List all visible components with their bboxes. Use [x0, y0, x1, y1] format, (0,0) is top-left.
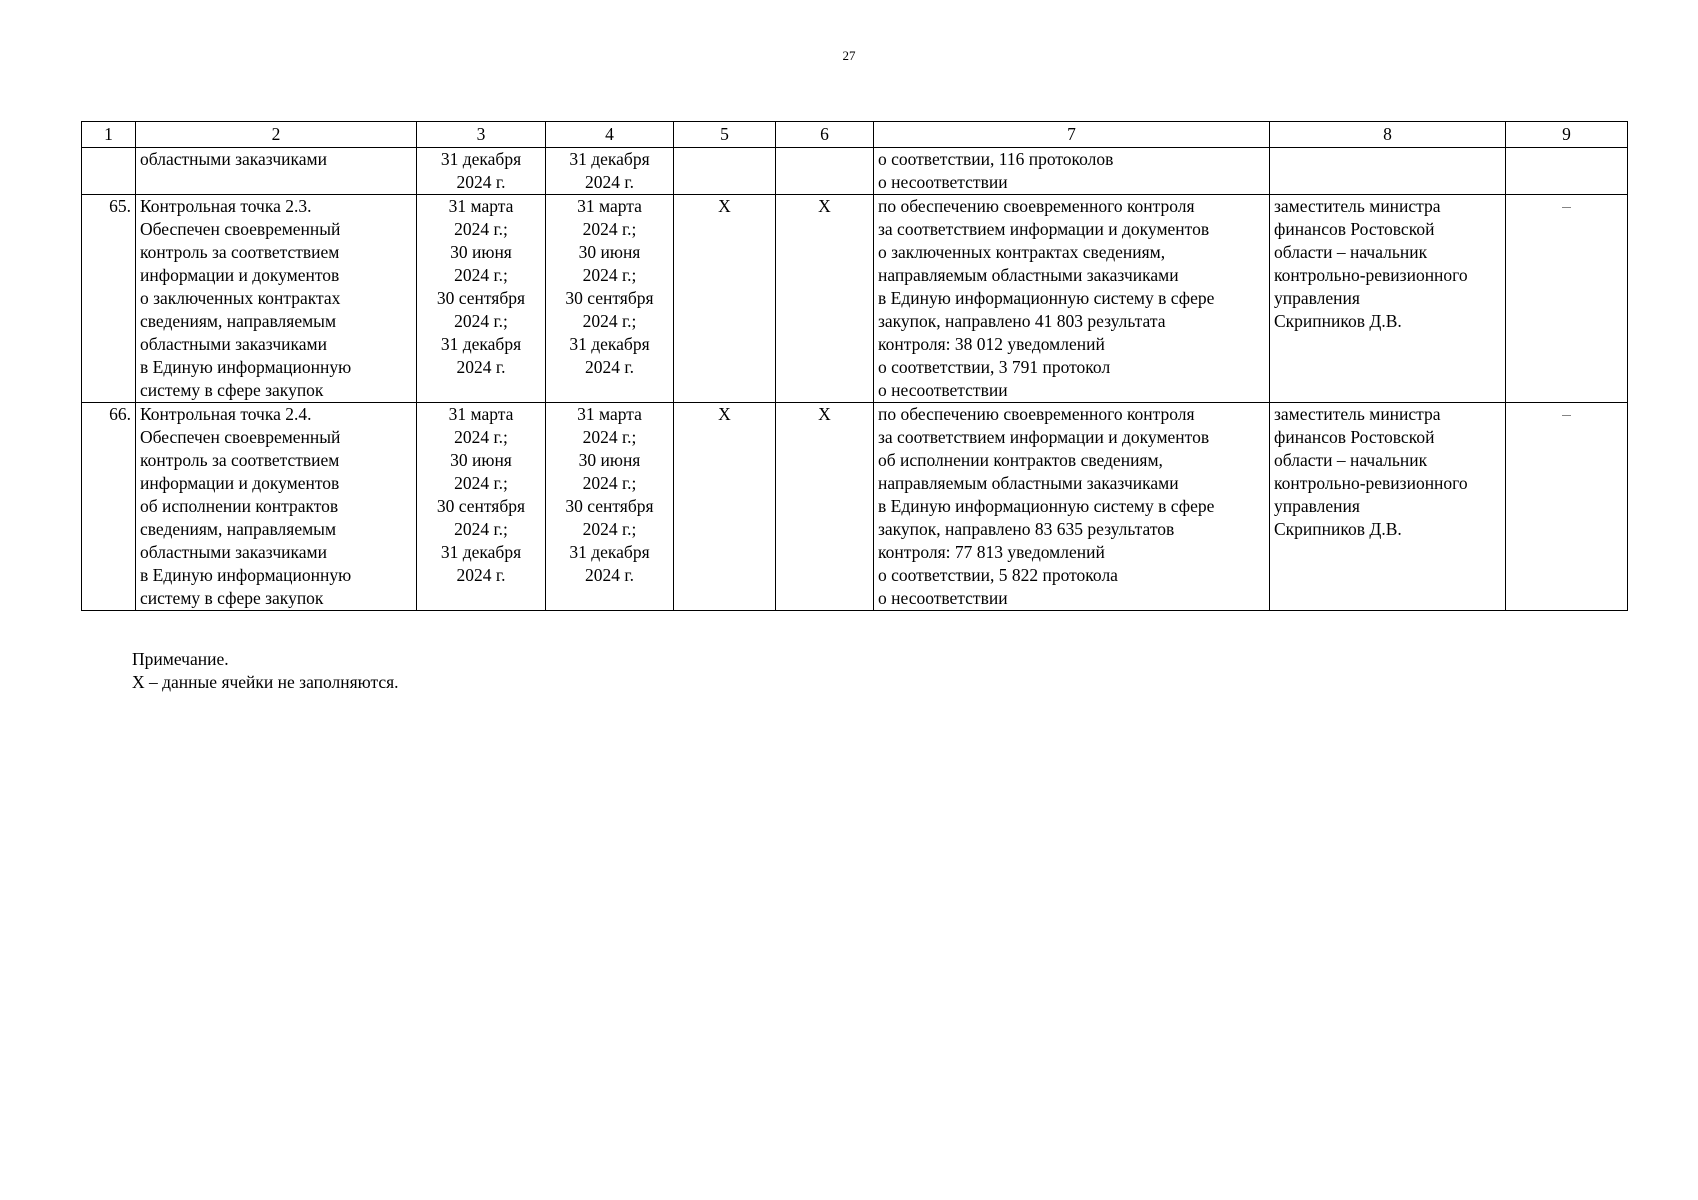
result-text: о соответствии, 116 протоколов о несоответствии — [874, 148, 1270, 195]
cell-col9: – — [1506, 403, 1628, 611]
cell-col6 — [776, 148, 874, 195]
result-text: по обеспечению своевременного контроля за соответствием информации и документов об исполнении контрактов сведениям, направляемым областными заказчиками в Единую информационную систему в сфере закупок, направлено 83 635 результатов контроля: 77 813 уведомлений о соответствии, 5 822 протокола о несоответствии — [874, 403, 1270, 611]
note-text: X – данные ячейки не заполняются. — [132, 672, 399, 692]
event-name: областными заказчиками — [136, 148, 417, 195]
actual-date: 31 марта 2024 г.; 30 июня 2024 г.; 30 сентября 2024 г.; 31 декабря 2024 г. — [546, 403, 674, 611]
cell-col5: X — [674, 195, 776, 403]
planned-date: 31 марта 2024 г.; 30 июня 2024 г.; 30 сентября 2024 г.; 31 декабря 2024 г. — [417, 403, 546, 611]
page-number: 27 — [842, 48, 856, 63]
cell-col9: – — [1506, 195, 1628, 403]
column-header: 5 — [674, 122, 776, 148]
column-header: 7 — [874, 122, 1270, 148]
column-header: 4 — [546, 122, 674, 148]
event-name: Контрольная точка 2.4. Обеспечен своевременный контроль за соответствием информации и документов об исполнении контрактов сведениям, направляемым областными заказчиками в Единую информационную систему в сфере закупок — [136, 403, 417, 611]
table-row — [82, 148, 1628, 195]
planned-date: 31 декабря 2024 г. — [417, 148, 546, 195]
column-header: 6 — [776, 122, 874, 148]
responsible-person: заместитель министра финансов Ростовской области – начальник контрольно-ревизионного управления Скрипников Д.В. — [1270, 195, 1506, 403]
table-header-row — [82, 122, 1628, 148]
row-number: 66. — [82, 403, 136, 611]
column-header: 9 — [1506, 122, 1628, 148]
column-header: 8 — [1270, 122, 1506, 148]
column-header: 1 — [82, 122, 136, 148]
actual-date: 31 декабря 2024 г. — [546, 148, 674, 195]
cell-col6: X — [776, 403, 874, 611]
report-table — [81, 121, 1628, 611]
cell-col5: X — [674, 403, 776, 611]
cell-col5 — [674, 148, 776, 195]
note-block — [132, 648, 399, 694]
event-name: Контрольная точка 2.3. Обеспечен своевременный контроль за соответствием информации и документов о заключенных контрактах сведениям, направляемым областными заказчиками в Единую информационную систему в сфере закупок — [136, 195, 417, 403]
table-row — [82, 195, 1628, 403]
note-title: Примечание. — [132, 649, 229, 669]
responsible-person: заместитель министра финансов Ростовской области – начальник контрольно-ревизионного управления Скрипников Д.В. — [1270, 403, 1506, 611]
table-row — [82, 403, 1628, 611]
column-header: 2 — [136, 122, 417, 148]
row-number: 65. — [82, 195, 136, 403]
row-number — [82, 148, 136, 195]
column-header: 3 — [417, 122, 546, 148]
actual-date: 31 марта 2024 г.; 30 июня 2024 г.; 30 сентября 2024 г.; 31 декабря 2024 г. — [546, 195, 674, 403]
cell-col6: X — [776, 195, 874, 403]
responsible-person — [1270, 148, 1506, 195]
result-text: по обеспечению своевременного контроля за соответствием информации и документов о заключенных контрактах сведениям, направляемым областными заказчиками в Единую информационную систему в сфере закупок, направлено 41 803 результата контроля: 38 012 уведомлений о соответствии, 3 791 протокол о несоответствии — [874, 195, 1270, 403]
planned-date: 31 марта 2024 г.; 30 июня 2024 г.; 30 сентября 2024 г.; 31 декабря 2024 г. — [417, 195, 546, 403]
cell-col9 — [1506, 148, 1628, 195]
